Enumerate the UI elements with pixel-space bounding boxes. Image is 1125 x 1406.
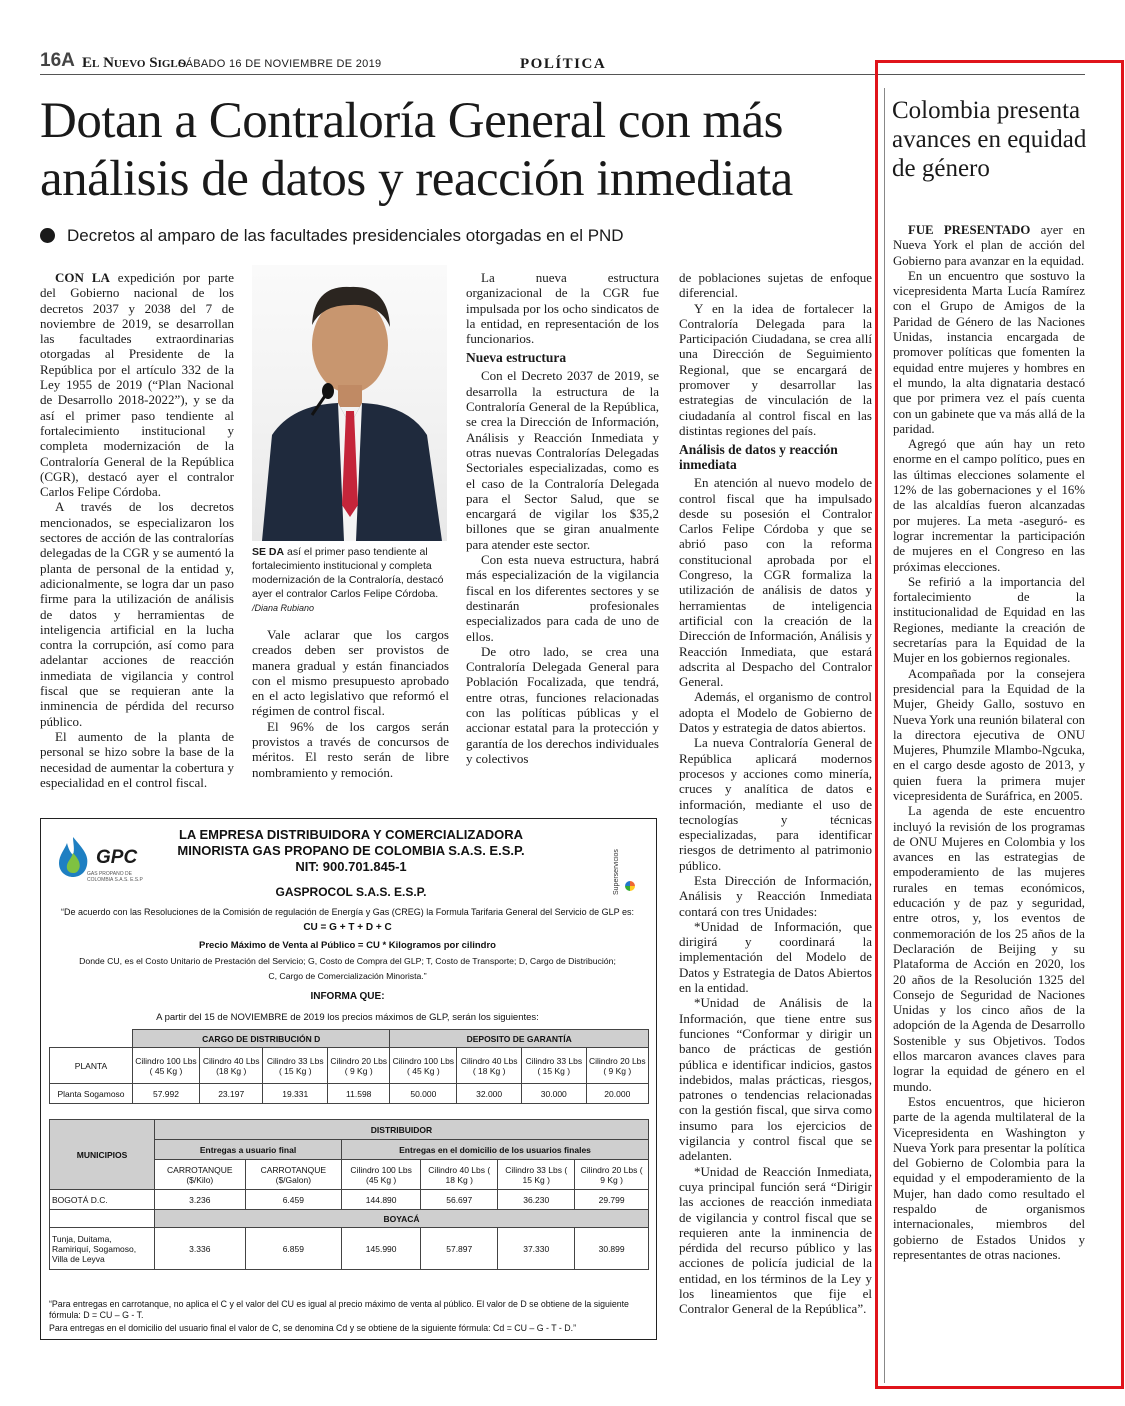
section-name: POLÍTICA: [520, 56, 607, 72]
paragraph: La nueva estructura organizacional de la CGR fue impulsada por los ocho sindicatos de la entidad, en representación de los funcionarios.: [466, 270, 659, 347]
article-column-2: [252, 627, 449, 780]
table-cell: 145.990: [342, 1228, 421, 1270]
paragraph: Vale aclarar que los cargos creados deben ser provistos de manera gradual y están financiados con el mismo presupuesto aprobado en el acto legislativo que reformó el régimen de control fiscal.: [252, 627, 449, 719]
column-header: CARROTANQUE ($/Galon): [245, 1160, 341, 1190]
paragraph: Se refirió a la importancia del fortalecimiento de la institucionalidad de Equidad en las Regiones, mediante la creación de secretarías para la Equidad de la Mujer en los gobiernos regionales.: [893, 574, 1085, 666]
table-cell: 29.799: [575, 1190, 649, 1210]
table-cell: 23.197: [199, 1084, 262, 1104]
table-row: [50, 1084, 649, 1104]
paragraph: A través de los decretos mencionados, se especializaron los sectores de acción de las contralorías delegadas de la CGR y se aumentó la planta de personal de la entidad y, adicionalmente, se logra dar un paso firme para la utilización de análisis de datos y herramientas de inteligencia artificial en la lucha contra la corrupción, así como para adelantar acciones de reacción inmediata de vigilancia y control fiscal que se requieran ante la inminencia de pérdida del recurso público.: [40, 499, 234, 729]
table-cell: 56.697: [421, 1190, 498, 1210]
newspaper-name: El Nuevo Siglo: [82, 55, 187, 71]
paragraph: *Unidad de Análisis de la Información, que tiene entre sus funciones “Conformar y dirigir un banco de prácticas de gestión pública e identificar indicios, gastos indebidos, malas prácticas, riesgos, patrones o tendencias relacionadas con la gestión fiscal, que sirva como insumo para los ejercicios de vigilancia y control fiscal que se adelanten.: [679, 995, 872, 1164]
column-header: CARROTANQUE ($/Kilo): [155, 1160, 246, 1190]
photo-credit: /Diana Rubiano: [252, 603, 315, 613]
article-column-1: [40, 270, 234, 790]
company-logo-text: GPC: [96, 847, 138, 868]
column-header: Cilindro 20 Lbs ( 9 Kg ): [575, 1160, 649, 1190]
column-header: Cilindro 33 Lbs ( 15 Kg ): [521, 1048, 586, 1084]
table-cell: 144.890: [342, 1190, 421, 1210]
column-header: Cilindro 40 Lbs (18 Kg ): [199, 1048, 262, 1084]
table-cell: 6.859: [245, 1228, 341, 1270]
formula-definitions-1: Donde CU, es el Costo Unitario de Prestación del Servicio; G, Costo de Compra del GLP; T, Costo de Transporte; D, Cargo de Distribución;: [79, 956, 616, 966]
table-row: [50, 1190, 649, 1210]
table-cell: 36.230: [498, 1190, 575, 1210]
column-header: Cilindro 40 Lbs ( 18 Kg ): [457, 1048, 522, 1084]
paragraph: En un encuentro que sostuvo la vicepresidenta Marta Lucía Ramírez con el Grupo de Amigos de la Paridad de Género de las Naciones Unidas, instancia encargada de promover políticas que fomenten la equidad entre mujeres y hombres en el mundo, la alta dignataria destacó que por primera vez el país cuenta con un gabinete que va más allá de la paridad.: [893, 268, 1085, 436]
regulation-intro: “De acuerdo con las Resoluciones de la Comisión de regulación de Energía y Gas (CREG) la Formula Tarifaria General del Servicio de GLP es:: [61, 907, 634, 917]
paragraph: Y en la idea de fortalecer la Contraloría Delegada para la Participación Ciudadana, se crea allí una Dirección de Seguimiento Regional, que se encargará de promover y desarrollar las estrategias de vinculación de la ciudadanía al control fiscal en las distintas regiones del país.: [679, 300, 872, 438]
table-header: PLANTA: [50, 1048, 133, 1084]
table-cell: 11.598: [328, 1084, 390, 1104]
table-cell: 20.000: [586, 1084, 648, 1104]
paragraph: Además, el organismo de control adopta el Modelo de Gobierno de Datos y estrategia de datos abiertos.: [679, 689, 872, 736]
footnote-carrotanque: “Para entregas en carrotanque, no aplica el C y el valor del CU es igual al precio máximo de venta al público. El valor de D se obtiene de la siguiente fórmula: D = CU – G - T.: [49, 1299, 629, 1320]
paragraph: Con esta nueva estructura, habrá más especialización de la vigilancia fiscal en los diferentes sectores y se destinarán profesionales especializados para cada de uno de ellos.: [466, 552, 659, 644]
distributor-price-table: [49, 1119, 649, 1270]
sidebar-headline: Colombia presenta avances en equidad de género: [892, 97, 1087, 182]
paragraph: *Unidad de Información, que dirigirá y coordinará la implementación del Modelo de Datos y Estrategia de Datos Abiertos en la entidad.: [679, 918, 872, 996]
column-header: Cilindro 100 Lbs ( 45 Kg ): [133, 1048, 200, 1084]
article-headline: Dotan a Contraloría General con más análisis de datos y reacción inmediata: [40, 93, 793, 207]
paragraph: CON LA expedición por parte del Gobierno nacional de los decretos 2037 y 2038 del 7 de noviembre de 2019, se desarrollan las facultades extraordinarias otorgadas al Presidente de la República por el artículo 332 de la Ley 1955 de 2019 (“Plan Nacional de Desarrollo 2018-2022”), y se da así el primer paso tendiente al fortalecimiento institucional y completa modernización de la Contraloría General de la República (CGR), destacó ayer el contralor Carlos Felipe Córdoba.: [40, 270, 234, 500]
column-rule: [884, 88, 885, 1383]
article-column-3: [466, 270, 659, 766]
table-cell: 57.897: [421, 1228, 498, 1270]
distribution-charge-table: [49, 1029, 649, 1104]
informa-heading: INFORMA QUE:: [310, 991, 385, 1002]
table-header: DEPOSITO DE GARANTÍA: [390, 1030, 649, 1048]
table-header: Entregas a usuario final: [155, 1140, 342, 1160]
row-label: Tunja, Duitama, Ramiriquí, Sogamoso, Villa de Leyva: [50, 1228, 155, 1270]
column-header: Cilindro 100 Lbs ( 45 Kg ): [390, 1048, 457, 1084]
paragraph: La agenda de este encuentro incluyó la revisión de los programas de ONU Mujeres en Colombia y los avances en las estrategias de empoderamiento de las mujeres rurales en temas económicos, educación y de paz y seguridad, entre otros, y, los eventos de conmemoración de los 25 años de la Declaración de Beijing y su Plataforma de Acción en 2020, los 20 años de la Resolución 1325 del Consejo de Seguridad de Naciones Unidas y los cinco años de la adopción de la Agenda de Desarrollo Sostenible y sus Objetivos. Todos ellos marcaron avances claves para lograr la equidad de género en el mundo.: [893, 804, 1085, 1094]
row-label: Planta Sogamoso: [50, 1084, 133, 1104]
regulator-mark: Superservicios: [613, 849, 620, 895]
table-cell: 50.000: [390, 1084, 457, 1104]
table-cell: 19.331: [263, 1084, 328, 1104]
company-short-name: GASPROCOL S.A.S. E.S.P.: [275, 885, 427, 899]
tariff-formula: CU = G + T + D + C: [303, 922, 392, 933]
paragraph: Con el Decreto 2037 de 2019, se desarrolla la estructura de la Contraloría General de la República, se crea la Dirección de Información, Análisis y Reacción Inmediata y otras nuevas Contralorías Delegadas Sectoriales especializadas, como es el caso de la Contraloría Delegada para el Sector Salud, que se encargará de vigilar los $35,2 billones que se giran anualmente para atender este sector.: [466, 368, 659, 552]
crosshead: Análisis de datos y reacción inmediata: [679, 442, 838, 473]
effective-date-note: A partir del 15 de NOVIEMBRE de 2019 los precios máximos de GLP, serán los siguientes:: [156, 1012, 539, 1023]
formula-definitions-2: C, Cargo de Comercialización Minorista.”: [268, 971, 427, 981]
table-cell: 57.992: [133, 1084, 200, 1104]
table-cell: 32.000: [457, 1084, 522, 1104]
column-header: Cilindro 33 Lbs ( 15 Kg ): [263, 1048, 328, 1084]
table-cell: 30.899: [575, 1228, 649, 1270]
bullet-icon: [40, 228, 55, 243]
lead-in: CON LA: [55, 270, 110, 285]
paragraph: Esta Dirección de Información, Análisis y Reacción Inmediata contará con tres Unidades:: [679, 872, 872, 919]
table-cell: 6.459: [245, 1190, 341, 1210]
photo-caption: SE DA así el primer paso tendiente al fortalecimiento institucional y completa modernización de la Contraloría, destacó ayer el contralor Carlos Felipe Córdoba. /Diana Rubiano: [252, 546, 444, 613]
paragraph: FUE PRESENTADO ayer en Nueva York el plan de acción del Gobierno para avanzar en la equidad.: [893, 223, 1085, 268]
column-header: Cilindro 20 Lbs ( 9 Kg ): [586, 1048, 648, 1084]
page-number: 16A: [40, 50, 75, 71]
paragraph: El aumento de la planta de personal se hizo sobre la base de la necesidad de aumentar la cobertura y especialidad en el control fiscal.: [40, 728, 234, 790]
tariff-notice-ad: [40, 818, 657, 1340]
sidebar-body: [893, 223, 1085, 1263]
table-header: Entregas en el domicilio de los usuarios finales: [342, 1140, 649, 1160]
paragraph: Acompañada por la consejera presidencial para la Equidad de la Mujer, Gheidy Gallo, sostuvo en Nueva York una reunión bilateral con la directora ejecutiva de ONU Mujeres, Phumzile Mlambo-Ngcuka, en el cargo desde agosto de 2013, y quien fuera la primera mujer vicepresidenta de Suráfrica, en 2005.: [893, 666, 1085, 803]
paragraph: Agregó que aún hay un reto enorme en el campo político, pues en las últimas elecciones solamente el 12% de las gobernaciones y el 16% de las alcaldías fueron alcanzadas por mujeres. La meta -aseguró- es lograr incrementar la participación de mujeres en el Congreso en las próximas elecciones.: [893, 437, 1085, 574]
paragraph: Estos encuentros, que hicieron parte de la agenda multilateral de la Vicepresidenta en Washington y Nueva York para presentar la política del Gobierno de Colombia para la equidad y el empoderamiento de la Mujer, han dado como resultado el respaldo de organismos internacionales, miembros del gobierno de Estados Unidos y representantes de otras naciones.: [893, 1094, 1085, 1262]
column-header: Cilindro 100 Lbs (45 Kg ): [342, 1160, 421, 1190]
table-header: DISTRIBUIDOR: [155, 1120, 649, 1140]
column-header: Cilindro 40 Lbs ( 18 Kg ): [421, 1160, 498, 1190]
article-subhead: [40, 226, 624, 246]
paragraph: *Unidad de Reacción Inmediata, cuya principal función será “Dirigir las acciones de reacción inmediata de vigilancia y control fiscal que se requieren ante la inminencia de pérdida del recurso público y las acciones de policía judicial de la entidad, en los términos de la Ley y los lineamientos que fije el Contralor General de la República”.: [679, 1163, 872, 1317]
article-photo: [252, 265, 447, 541]
company-name-line1: LA EMPRESA DISTRIBUIDORA Y COMERCIALIZADORA: [178, 827, 524, 842]
company-nit: NIT: 900.701.845-1: [295, 859, 407, 874]
price-formula: Precio Máximo de Venta al Público = CU * Kilogramos por cilindro: [199, 940, 496, 951]
table-cell: 37.330: [498, 1228, 575, 1270]
regulator-logo-icon: [625, 881, 635, 891]
paragraph: La nueva Contraloría General de República aplicará modernos procesos y acciones como minería, cruces y analítica de datos e información, mediante el uso de tecnologías y técnicas especializadas, para identificar riesgos de detrimento al patrimonio público.: [679, 735, 872, 873]
column-header: Cilindro 20 Lbs ( 9 Kg ): [328, 1048, 390, 1084]
table-header: MUNICIPIOS: [50, 1120, 155, 1190]
footnote-domicilio: Para entregas en el domicilio del usuario final el valor de C, se denomina Cd y se obtiene de la siguiente fórmula: Cd = CU – G - T - D.”: [49, 1323, 577, 1333]
lead-in: FUE PRESENTADO: [908, 223, 1031, 237]
paragraph: El 96% de los cargos serán provistos a través de concursos de méritos. El resto serán de libre nombramiento y remoción.: [252, 718, 449, 780]
row-label: BOGOTÁ D.C.: [50, 1190, 155, 1210]
table-cell: 3.236: [155, 1190, 246, 1210]
paragraph: En atención al nuevo modelo de control fiscal que ha impulsado desde su posesión el Contralor Carlos Felipe Córdoba y que se abrió paso con la reforma constitucional aprobada por el Congreso, la CGR formaliza la utilización de análisis de datos y herramientas de inteligencia artificial con la creación de la Dirección de Información, Análisis y Reacción Inmediata, que estará adscrita al Despacho del Contralor General.: [679, 475, 872, 690]
article-column-4: [679, 270, 872, 1317]
logo-subtitle: GAS PROPANO DE COLOMBIA S.A.S. E.S.P: [87, 871, 143, 883]
table-cell: 30.000: [521, 1084, 586, 1104]
table-row: [50, 1228, 649, 1270]
speaker-photo-illustration: [252, 265, 447, 541]
subhead-text: Decretos al amparo de las facultades presidenciales otorgadas en el PND: [67, 226, 624, 245]
table-header: BOYACÁ: [155, 1210, 649, 1228]
company-name-line2: MINORISTA GAS PROPANO DE COLOMBIA S.A.S. E.S.P.: [177, 843, 525, 858]
table-header: CARGO DE DISTRIBUCIÓN D: [133, 1030, 390, 1048]
paragraph: de poblaciones sujetas de enfoque diferencial.: [679, 270, 872, 301]
issue-date: SÁBADO 16 DE NOVIEMBRE DE 2019: [178, 58, 382, 70]
crosshead: Nueva estructura: [466, 350, 567, 366]
paragraph: De otro lado, se crea una Contraloría Delegada General para Población Focalizada, que tendrá, entre otras, funciones relacionadas con las políticas públicas y el accionar estatal para la protección y garantía de los derechos individuales y colectivos: [466, 643, 659, 766]
table-cell: 3.336: [155, 1228, 246, 1270]
column-header: Cilindro 33 Lbs ( 15 Kg ): [498, 1160, 575, 1190]
